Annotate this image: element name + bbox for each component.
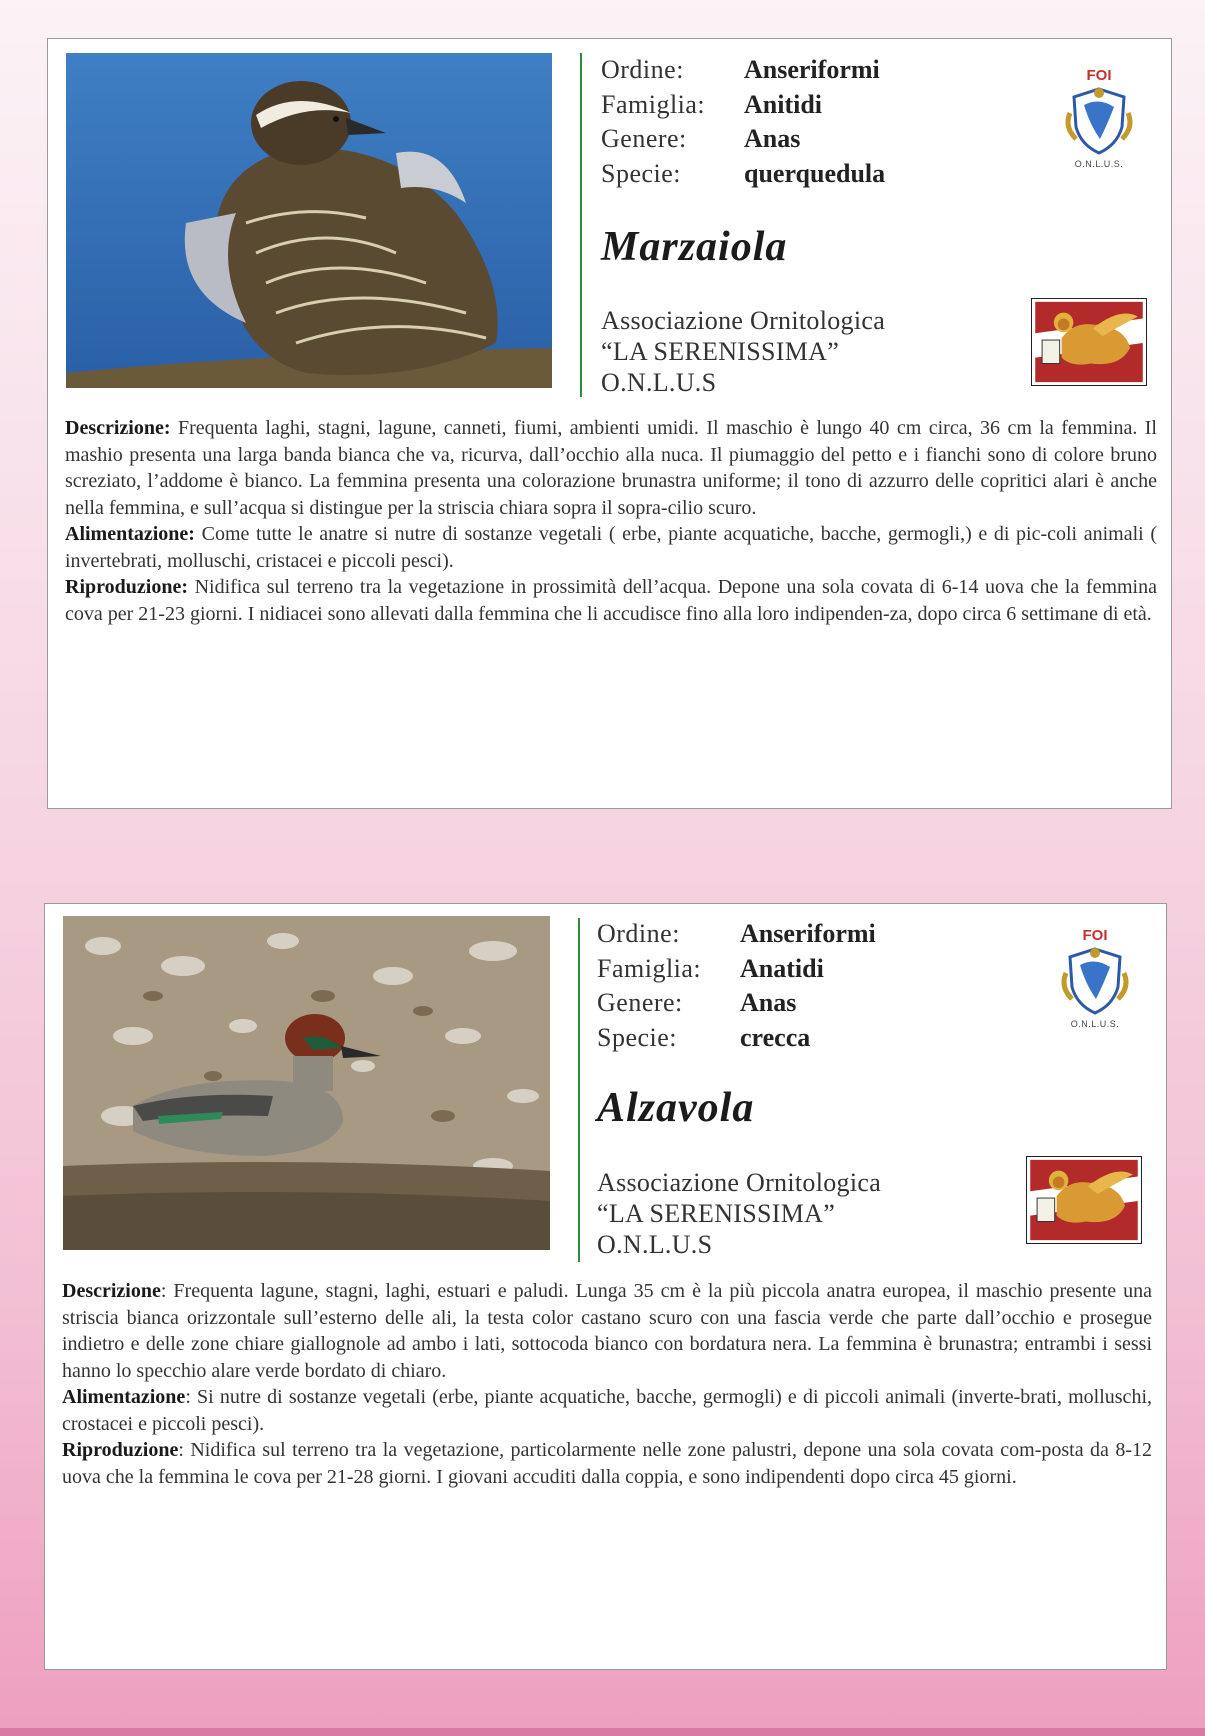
association-line: O.N.L.U.S xyxy=(601,368,717,397)
taxonomy-row-specie xyxy=(601,157,885,192)
species-common-name: Marzaiola xyxy=(601,224,788,270)
species-card-alzavola xyxy=(44,903,1167,1670)
species-common-name: Alzavola xyxy=(597,1085,755,1131)
duck-photo-alzavola xyxy=(63,916,550,1250)
feeding-label: Alimentazione: xyxy=(65,523,195,545)
description-label: Descrizione xyxy=(62,1280,161,1302)
description-label: Descrizione: xyxy=(65,417,171,439)
taxonomy-value: Anseriformi xyxy=(744,55,880,84)
taxonomy-row-famiglia xyxy=(597,952,876,987)
feeding-paragraph xyxy=(62,1384,1152,1437)
association-line: Associazione Ornitologica xyxy=(601,306,886,335)
species-description xyxy=(65,415,1157,627)
reproduction-paragraph xyxy=(62,1437,1152,1490)
association-line: “LA SERENISSIMA” xyxy=(597,1199,836,1228)
description-text: Frequenta laghi, stagni, lagune, canneti, fiumi, ambienti umidi. Il maschio è lungo 40 cm circa, 36 cm la femmina. Il mashio presenta una larga banda bianca che va, ricurva, dall’occhio alla nuca. Il piumaggio del petto e i fianchi sono di colore bruno screziato, l’addome è bianco. La femmina presenta una colorazione brunastra uniforme; il tono di azzurro delle copritici alari è anche nella femmina, e sull’acqua si distingue per la striscia chiara sopra il sopra-cilio scuro. xyxy=(65,417,1157,519)
serenissima-lion-logo xyxy=(1031,298,1147,386)
lion-of-saint-mark-icon xyxy=(1027,1157,1141,1243)
taxonomy-value: Anitidi xyxy=(744,89,823,119)
taxonomy-label: Specie: xyxy=(597,1022,678,1052)
taxonomy-table xyxy=(597,917,876,1055)
taxonomy-table xyxy=(601,53,885,191)
taxonomy-value: Anseriformi xyxy=(740,919,876,948)
taxonomy-row-genere xyxy=(597,986,876,1021)
serenissima-lion-logo xyxy=(1026,1156,1142,1244)
foi-logo xyxy=(1050,927,1140,1037)
feeding-text: Come tutte le anatre si nutre di sostanze vegetali ( erbe, piante acquatiche, bacche, germogli,) e di pic-coli animali ( invertebrati, molluschi, cristacei e piccoli pesci). xyxy=(65,523,1157,572)
association-name xyxy=(601,305,885,398)
foi-logo-top: FOI xyxy=(1082,927,1108,944)
description-paragraph xyxy=(62,1278,1152,1384)
description-paragraph xyxy=(65,415,1157,521)
reproduction-label: Riproduzione xyxy=(62,1439,179,1461)
description-text: : Frequenta lagune, stagni, laghi, estuari e paludi. Lunga 35 cm è la più piccola anatra europea, il maschio presente una striscia bianca orizzontale sull’esterno delle ali, la testa color castano scuro con una fascia verde che parte dall’occhio e prosegue indietro e delle zone chiare giallognole ad ambo i lati, sottocoda bianco con bordatura nera. La femmina è brunastra; entrambi i sessi hanno lo specchio alare verde bordato di chiaro. xyxy=(62,1280,1152,1382)
lion-of-saint-mark-icon xyxy=(1032,299,1146,385)
taxonomy-label: Genere: xyxy=(601,124,687,153)
taxonomy-row-ordine xyxy=(597,917,876,952)
foi-logo-top: FOI xyxy=(1086,67,1112,84)
taxonomy-value: Anas xyxy=(744,124,801,153)
taxonomy-row-ordine xyxy=(601,53,885,88)
taxonomy-value: Anas xyxy=(740,988,797,1017)
association-line: “LA SERENISSIMA” xyxy=(601,337,840,366)
taxonomy-label: Famiglia: xyxy=(601,89,706,119)
foi-emblem-icon xyxy=(1062,83,1136,157)
species-description xyxy=(62,1278,1152,1490)
association-name xyxy=(597,1167,881,1260)
taxonomy-label: Famiglia: xyxy=(597,953,702,983)
taxonomy-value: querquedula xyxy=(744,158,886,188)
duck-photo-marzaiola xyxy=(66,53,552,388)
taxonomy-value: crecca xyxy=(740,1022,811,1052)
reproduction-label: Riproduzione: xyxy=(65,576,188,598)
taxonomy-row-specie xyxy=(597,1021,876,1056)
foi-logo-bottom: O.N.L.U.S. xyxy=(1070,1019,1120,1029)
feeding-text: : Si nutre di sostanze vegetali (erbe, piante acquatiche, bacche, germogli) e di piccoli animali (inverte-brati, molluschi, crostacei e piccoli pesci). xyxy=(62,1386,1152,1435)
taxonomy-row-genere xyxy=(601,122,885,157)
feeding-paragraph xyxy=(65,521,1157,574)
reproduction-paragraph xyxy=(65,574,1157,627)
divider-line xyxy=(578,918,580,1262)
taxonomy-label: Genere: xyxy=(597,988,683,1017)
foi-logo xyxy=(1054,67,1144,177)
association-line: Associazione Ornitologica xyxy=(597,1168,882,1197)
taxonomy-label: Ordine: xyxy=(601,55,684,84)
page-bottom-border xyxy=(0,1728,1205,1736)
taxonomy-label: Specie: xyxy=(601,158,682,188)
taxonomy-label: Ordine: xyxy=(597,919,680,948)
species-card-marzaiola xyxy=(47,38,1172,809)
feeding-label: Alimentazione xyxy=(62,1386,186,1408)
foi-logo-bottom: O.N.L.U.S. xyxy=(1074,159,1124,169)
divider-line xyxy=(580,53,582,397)
association-line: O.N.L.U.S xyxy=(597,1230,713,1259)
foi-emblem-icon xyxy=(1058,943,1132,1017)
taxonomy-row-famiglia xyxy=(601,88,885,123)
taxonomy-value: Anatidi xyxy=(740,953,824,983)
reproduction-text: Nidifica sul terreno tra la vegetazione in prossimità dell’acqua. Depone una sola covata di 6-14 uova che la femmina cova per 21-23 giorni. I nidiacei sono allevati dalla femmina che li accudisce fino alla loro indipenden-za, dopo circa 6 settimane di età. xyxy=(65,576,1157,625)
reproduction-text: : Nidifica sul terreno tra la vegetazione, particolarmente nelle zone palustri, depone una sola covata com-posta da 8-12 uova che la femmina le cova per 21-28 giorni. I giovani accuditi dalla coppia, e sono indipendenti dopo circa 45 giorni. xyxy=(62,1439,1152,1488)
